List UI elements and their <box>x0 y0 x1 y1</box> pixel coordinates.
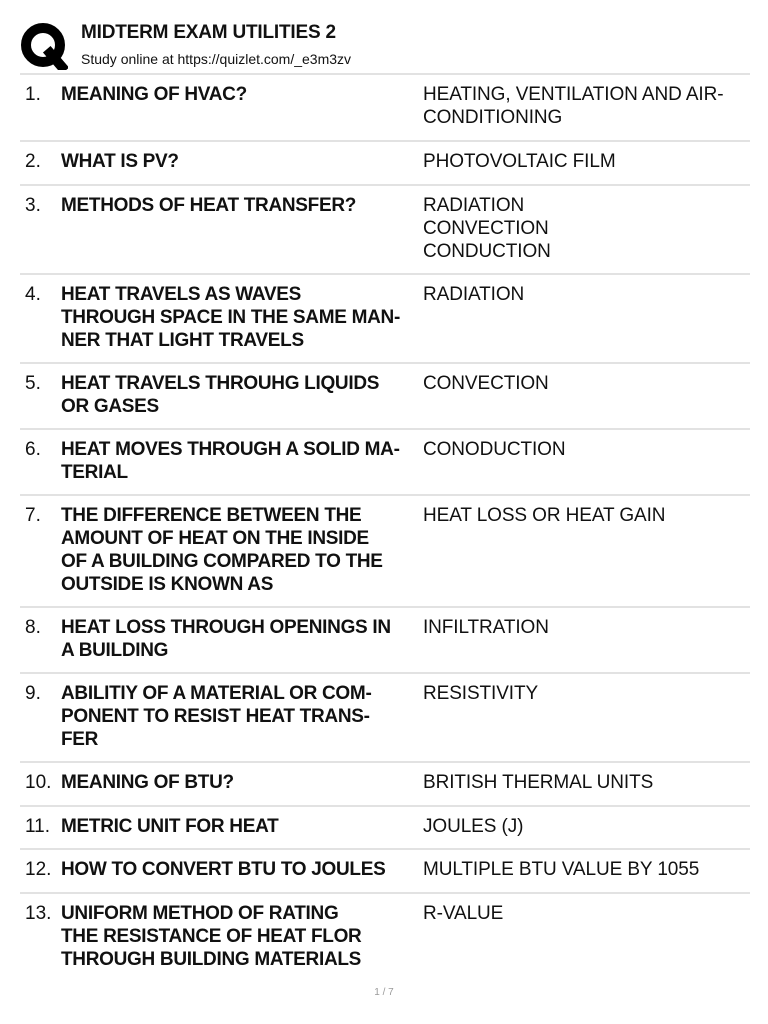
card-definition: MULTIPLE BTU VALUE BY 1055 <box>423 859 700 880</box>
card-number: 3. <box>25 195 41 216</box>
card-definition: CONODUCTION <box>423 439 566 460</box>
card-row <box>20 674 750 763</box>
card-definition: HEATING, VENTILATION AND AIR- CONDITIONING <box>423 84 724 128</box>
page-title: MIDTERM EXAM UTILITIES 2 <box>81 22 336 43</box>
card-definition: HEAT LOSS OR HEAT GAIN <box>423 505 666 526</box>
card-definition: RESISTIVITY <box>423 683 539 704</box>
card-row <box>20 763 750 807</box>
card-number: 12. <box>25 859 52 880</box>
card-number: 5. <box>25 373 41 394</box>
card-term: UNIFORM METHOD OF RATING THE RESISTANCE OF HEAT FLOR THROUGH BUILDING MATERIALS <box>61 903 362 970</box>
card-row <box>20 186 750 275</box>
card-row <box>20 275 750 364</box>
card-row <box>20 75 750 142</box>
card-term: METHODS OF HEAT TRANSFER? <box>61 195 357 216</box>
card-definition: RADIATION <box>423 284 525 305</box>
card-term: HEAT MOVES THROUGH A SOLID MA- TERIAL <box>61 439 400 483</box>
card-term: HOW TO CONVERT BTU TO JOULES <box>61 859 386 880</box>
card-number: 7. <box>25 505 41 526</box>
card-row <box>20 496 750 608</box>
card-row <box>20 894 750 976</box>
card-number: 4. <box>25 284 41 305</box>
card-definition: CONVECTION <box>423 373 549 394</box>
card-number: 8. <box>25 617 41 638</box>
card-row <box>20 430 750 496</box>
quizlet-q-logo-icon <box>20 22 68 70</box>
card-number: 10. <box>25 772 52 793</box>
flashcard-list <box>20 73 750 976</box>
page-header <box>20 18 750 74</box>
study-link-text[interactable]: Study online at https://quizlet.com/_e3m3zv <box>81 51 352 67</box>
card-row <box>20 807 750 850</box>
page-number: 1 / 7 <box>374 987 394 998</box>
card-definition: PHOTOVOLTAIC FILM <box>423 151 616 172</box>
card-term: HEAT TRAVELS AS WAVES THROUGH SPACE IN THE SAME MAN- NER THAT LIGHT TRAVELS <box>61 284 400 351</box>
card-number: 6. <box>25 439 41 460</box>
card-number: 1. <box>25 84 41 105</box>
card-term: METRIC UNIT FOR HEAT <box>61 816 279 837</box>
card-number: 9. <box>25 683 41 704</box>
card-definition: BRITISH THERMAL UNITS <box>423 772 654 793</box>
card-term: MEANING OF BTU? <box>61 772 234 793</box>
card-term: MEANING OF HVAC? <box>61 84 247 105</box>
card-term: THE DIFFERENCE BETWEEN THE AMOUNT OF HEAT ON THE INSIDE OF A BUILDING COMPARED TO THE OUTSIDE IS KNOWN AS <box>61 505 383 595</box>
card-term: WHAT IS PV? <box>61 151 179 172</box>
card-row <box>20 850 750 894</box>
card-term: HEAT LOSS THROUGH OPENINGS IN A BUILDING <box>61 617 391 661</box>
card-definition: INFILTRATION <box>423 617 549 638</box>
card-number: 11. <box>25 816 51 837</box>
card-definition: RADIATION CONVECTION CONDUCTION <box>423 195 551 262</box>
card-number: 13. <box>25 903 52 924</box>
card-definition: R-VALUE <box>423 903 504 924</box>
card-row <box>20 142 750 186</box>
card-row <box>20 608 750 674</box>
card-row <box>20 364 750 430</box>
card-term: ABILITIY OF A MATERIAL OR COM- PONENT TO RESIST HEAT TRANS- FER <box>61 683 372 750</box>
card-number: 2. <box>25 151 41 172</box>
card-definition: JOULES (J) <box>423 816 524 837</box>
card-term: HEAT TRAVELS THROUHG LIQUIDS OR GASES <box>61 373 380 417</box>
